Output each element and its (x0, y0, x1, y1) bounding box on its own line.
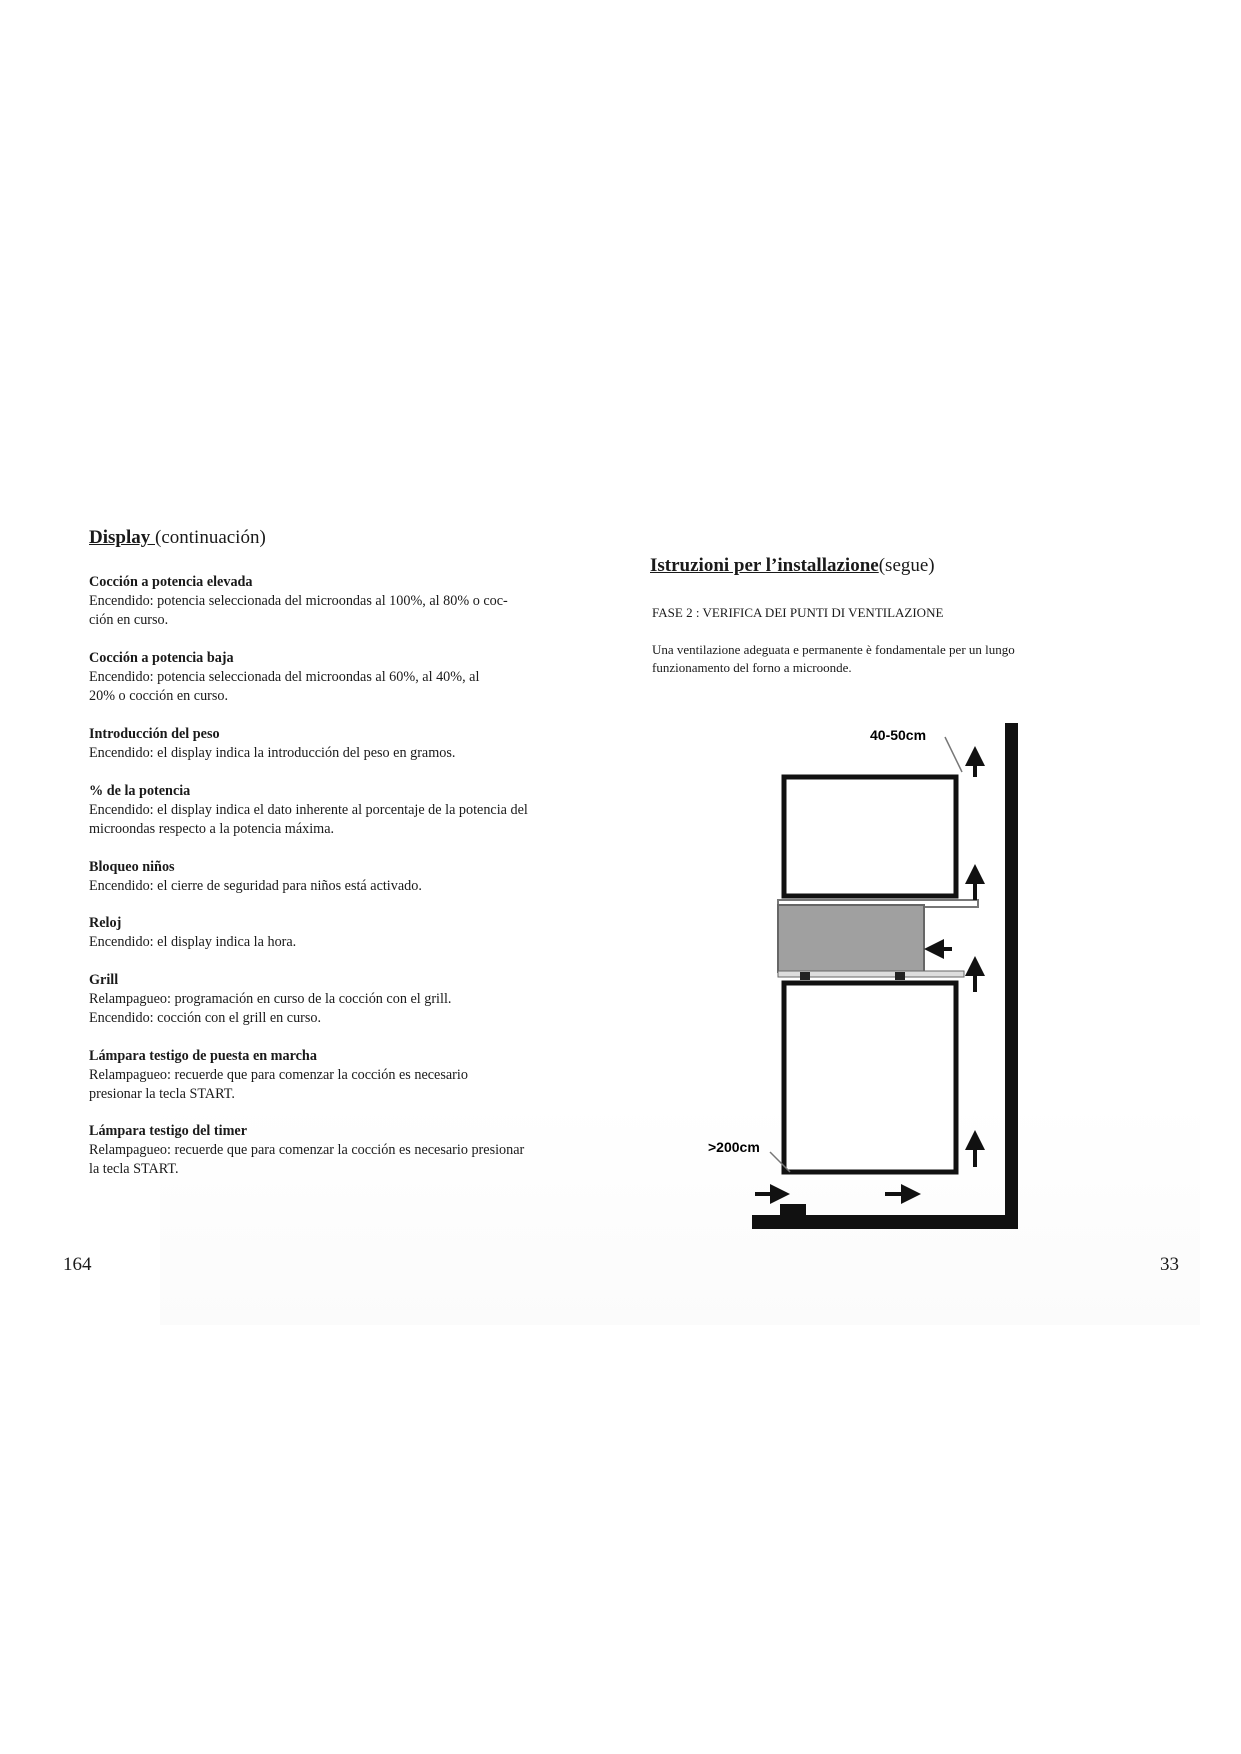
display-item (89, 573, 609, 630)
item-title: Bloqueo niños (89, 859, 175, 875)
item-title: Reloj (89, 915, 122, 931)
oven-foot (895, 972, 905, 980)
item-title: Introducción del peso (89, 726, 220, 742)
page-number: 164 (63, 1254, 92, 1275)
item-title: Cocción a potencia elevada (89, 574, 253, 590)
item-text: Relampagueo: recuerde que para comenzar la cocción es necesario presionar la tecla START. (89, 1067, 468, 1102)
ventilation-paragraph: Una ventilazione adeguata e permanente è fondamentale per un lungo funzionamento del forno a microonde. (652, 642, 1015, 675)
step-title: FASE 2 : VERIFICA DEI PUNTI DI VENTILAZIONE (652, 605, 944, 620)
display-item (89, 858, 609, 896)
left-page-heading (89, 527, 266, 549)
left-page (0, 0, 620, 1754)
display-item (89, 1047, 609, 1104)
item-text: Encendido: potencia seleccionada del microondas al 60%, al 40%, al 20% o cocción en curso. (89, 669, 480, 704)
display-item (89, 782, 629, 839)
item-title: Grill (89, 972, 119, 988)
item-title: % de la potencia (89, 783, 191, 799)
microwave-oven (778, 905, 924, 972)
item-text: Encendido: el display indica la introducción del peso en gramos. (89, 745, 456, 761)
item-text: Encendido: el display indica el dato inherente al porcentaje de la potencia del microondas respecto a la potencia máxima. (89, 802, 528, 837)
item-title: Lámpara testigo de puesta en marcha (89, 1048, 317, 1064)
item-text: Encendido: potencia seleccionada del microondas al 100%, al 80% o coc- ción en curso. (89, 593, 508, 628)
leader-line (945, 737, 962, 772)
heading-rest: (segue) (878, 555, 935, 576)
heading-bold: Istruzioni per l’installazione (650, 555, 879, 576)
right-page-heading (650, 555, 935, 577)
oven-foot (800, 972, 810, 980)
floor-gap-label: >200cm (708, 1139, 760, 1155)
display-item (89, 725, 609, 763)
item-text: Encendido: el cierre de seguridad para niños está activado. (89, 878, 422, 894)
ventilation-diagram (700, 712, 1030, 1232)
item-title: Cocción a potencia baja (89, 650, 234, 666)
page-number: 33 (1160, 1254, 1179, 1275)
item-text: Relampagueo: recuerde que para comenzar la cocción es necesario presionar la tecla START. (89, 1142, 525, 1177)
display-item (89, 914, 609, 952)
plinth (780, 1204, 806, 1216)
upper-cabinet (784, 777, 956, 896)
heading-bold: Display (89, 527, 155, 548)
display-item (89, 971, 609, 1028)
heading-rest: (continuación) (155, 527, 266, 548)
floor (752, 1215, 1018, 1229)
top-gap-label: 40-50cm (870, 727, 927, 743)
item-title: Lámpara testigo del timer (89, 1123, 247, 1139)
item-text: Relampagueo: programación en curso de la cocción con el grill. Encendido: cocción con el grill en curso. (89, 991, 452, 1026)
wall (1005, 723, 1018, 1229)
lower-cabinet (784, 983, 956, 1172)
item-text: Encendido: el display indica la hora. (89, 934, 297, 950)
display-item (89, 1122, 619, 1179)
display-item (89, 649, 609, 706)
